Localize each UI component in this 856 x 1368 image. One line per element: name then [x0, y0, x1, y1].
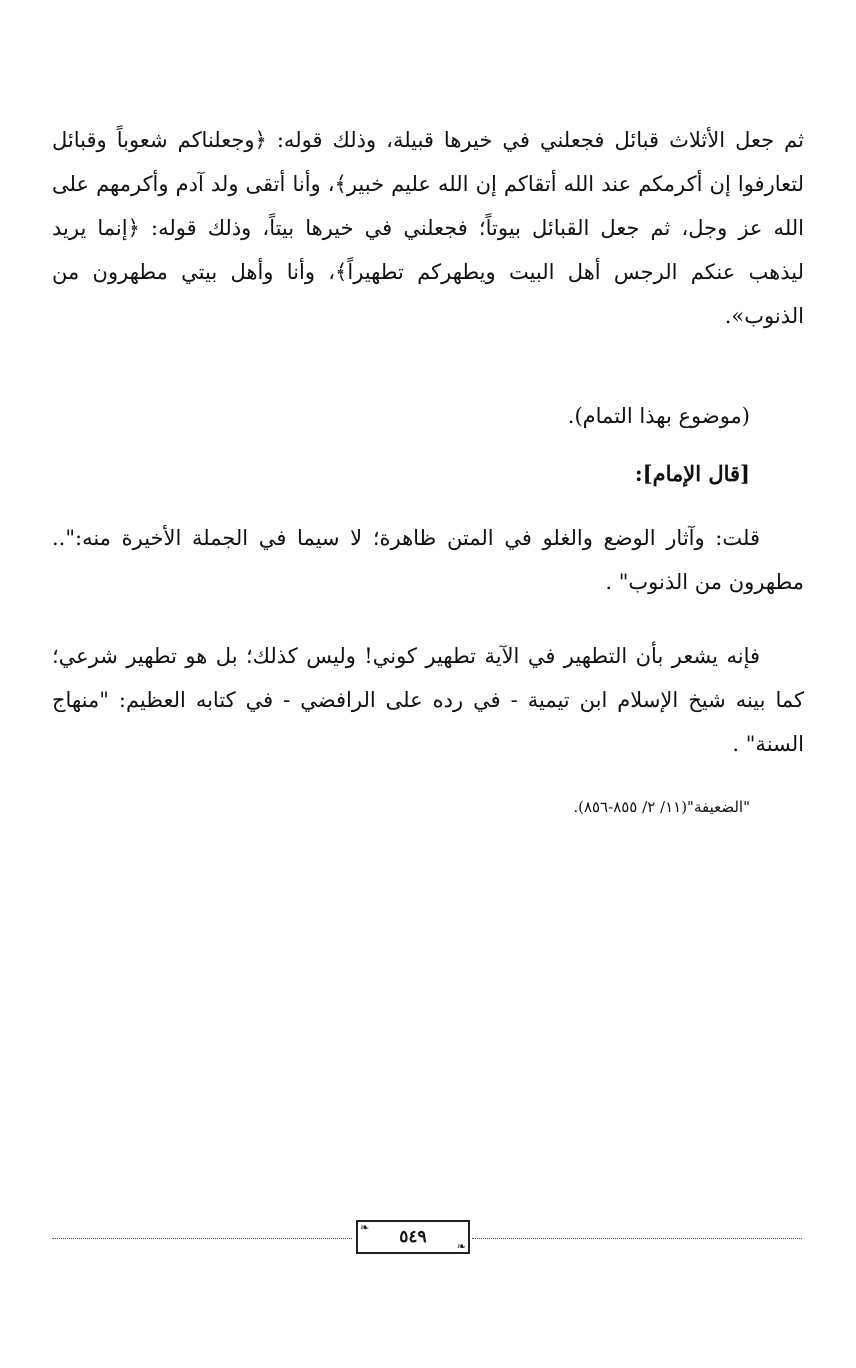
paragraph-ruling: (موضوع بهذا التمام). — [567, 404, 750, 428]
footer-rule-right — [472, 1238, 802, 1239]
corner-ornament-icon: ❧ — [360, 1221, 370, 1234]
section-heading: [قال الإمام]: — [634, 461, 750, 486]
page-number-frame — [356, 1220, 470, 1254]
page-number: ٥٤٩ — [399, 1227, 427, 1247]
paragraph-commentary-2: فإنه يشعر بأن التطهير في الآية تطهير كوني! وليس كذلك؛ بل هو تطهير شرعي؛ كما بينه شيخ الإسلام ابن تيمية - في رده على الرافضي - في كتابه العظيم: "منهاج السنة" . — [52, 644, 804, 756]
footer-rule-left — [52, 1238, 352, 1239]
paragraph-hadith-text: ثم جعل الأثلاث قبائل فجعلني في خيرها قبيلة، وذلك قوله: ﴿وجعلناكم شعوباً وقبائل لتعارفوا إن أكرمكم عند الله أتقاكم إن الله عليم خبير﴾، وأنا أتقى ولد آدم وأكرمهم على الله عز وجل، ثم جعل القبائل بيوتاً؛ فجعلني في خيرها بيتاً، وذلك قوله: ﴿إنما يريد ليذهب عنكم الرجس أهل البيت ويطهركم تطهيراً﴾، وأنا وأهل بيتي مطهرون من الذنوب». — [52, 128, 804, 328]
corner-ornament-icon: ❧ — [456, 1240, 466, 1253]
source-citation: "الضعيفة"(١١/ ٢/ ٨٥٥-٨٥٦). — [573, 798, 750, 816]
paragraph-commentary-1: قلت: وآثار الوضع والغلو في المتن ظاهرة؛ لا سيما في الجملة الأخيرة منه:".. مطهرون من الذنوب" . — [52, 526, 804, 594]
